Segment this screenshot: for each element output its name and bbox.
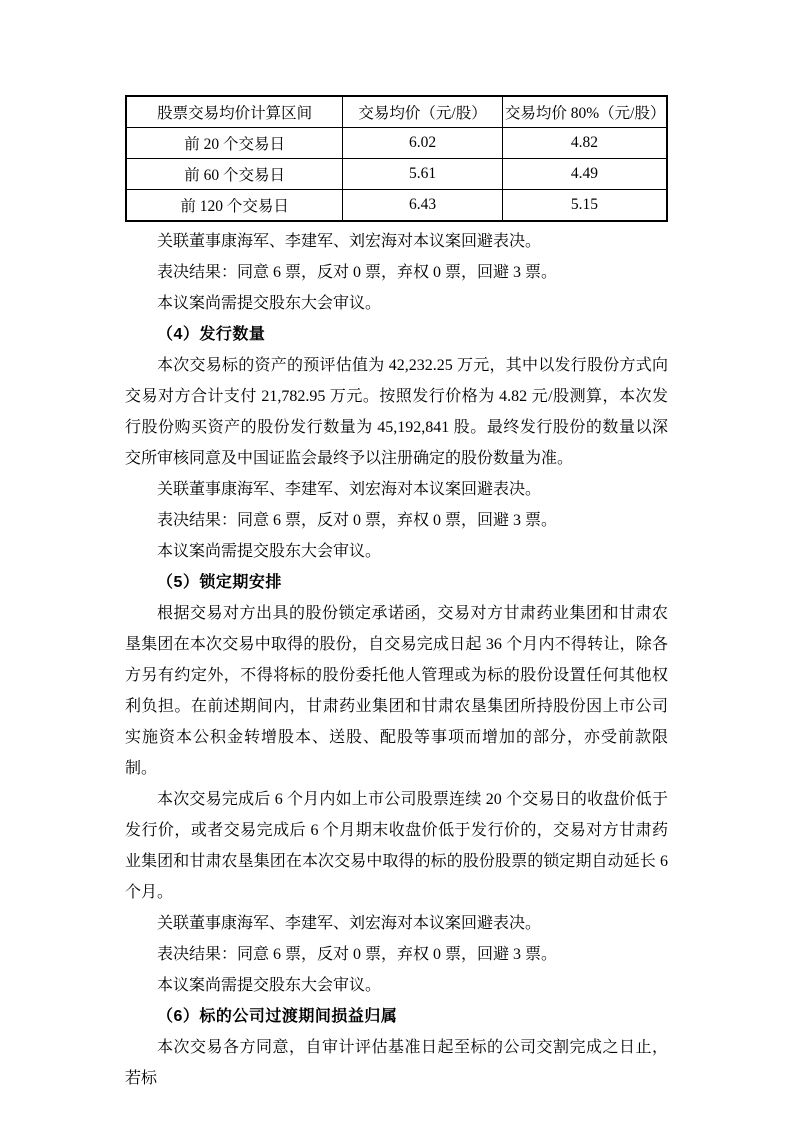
table-row xyxy=(126,128,667,159)
cell-avg-price: 6.02 xyxy=(343,128,503,159)
cell-avg-price-80: 4.82 xyxy=(502,128,667,159)
table-header-avg-price-80: 交易均价 80%（元/股） xyxy=(502,96,667,128)
cell-avg-price-80: 5.15 xyxy=(502,190,667,222)
table-row xyxy=(126,190,667,222)
paragraph-vote-result: 表决结果：同意 6 票，反对 0 票，弃权 0 票，回避 3 票。 xyxy=(157,264,558,281)
cell-avg-price: 5.61 xyxy=(343,159,503,190)
section-heading-transition-pl: （6）标的公司过渡期间损益归属 xyxy=(157,1008,398,1025)
cell-period: 前 60 个交易日 xyxy=(126,159,343,190)
table-header-row xyxy=(126,96,667,128)
paragraph-lockup-terms: 根据交易对方出具的股份锁定承诺函，交易对方甘肃药业集团和甘肃农垦集团在本次交易中取得的股份，自交易完成日起 36 个月内不得转让，除各方另有约定外，不得将标的股份委托他人管理或为标的股份设置任何其他权利负担。在前述期间内，甘肃药业集团和甘肃农垦集团所持股份因上市公司实施资本公积金转增股本、送股、配股等事项而增加的部分，亦受前款限制。 xyxy=(125,605,668,777)
paragraph-vote-recusal: 关联董事康海军、李建军、刘宏海对本议案回避表决。 xyxy=(157,233,542,250)
section-heading-lockup: （5）锁定期安排 xyxy=(157,574,282,591)
paragraph-transition-pl: 本次交易各方同意，自审计评估基准日起至标的公司交割完成之日止，若标 xyxy=(125,1039,668,1087)
paragraph-vote-recusal: 关联董事康海军、李建军、刘宏海对本议案回避表决。 xyxy=(157,481,542,498)
table-row xyxy=(126,159,667,190)
paragraph-lockup-extension: 本次交易完成后 6 个月内如上市公司股票连续 20 个交易日的收盘价低于发行价，或者交易完成后 6 个月期末收盘价低于发行价的，交易对方甘肃药业集团和甘肃农垦集团在本次交易中取得的标的股份股票的锁定期自动延长 6 个月。 xyxy=(125,791,668,901)
paragraph-vote-result: 表决结果：同意 6 票，反对 0 票，弃权 0 票，回避 3 票。 xyxy=(157,512,558,529)
cell-period: 前 120 个交易日 xyxy=(126,190,343,222)
paragraph-vote-recusal: 关联董事康海军、李建军、刘宏海对本议案回避表决。 xyxy=(157,915,542,932)
cell-avg-price: 6.43 xyxy=(343,190,503,222)
average-price-table xyxy=(125,95,668,222)
section-heading-issue-quantity: （4）发行数量 xyxy=(157,326,266,343)
cell-avg-price-80: 4.49 xyxy=(502,159,667,190)
paragraph-submit-meeting: 本议案尚需提交股东大会审议。 xyxy=(157,977,382,994)
cell-period: 前 20 个交易日 xyxy=(126,128,343,159)
table-header-avg-price: 交易均价（元/股） xyxy=(343,96,503,128)
paragraph-submit-meeting: 本议案尚需提交股东大会审议。 xyxy=(157,543,382,560)
document-body xyxy=(125,226,668,1094)
paragraph-issue-quantity: 本次交易标的资产的预评估值为 42,232.25 万元，其中以发行股份方式向交易对方合计支付 21,782.95 万元。按照发行价格为 4.82 元/股测算，本次发行股份购买资产的股份发行数量为 45,192,841 股。最终发行股份的数量以深交所审核同意及中国证监会最终予以注册确定的股份数量为准。 xyxy=(125,357,668,467)
paragraph-vote-result: 表决结果：同意 6 票，反对 0 票，弃权 0 票，回避 3 票。 xyxy=(157,946,558,963)
paragraph-submit-meeting: 本议案尚需提交股东大会审议。 xyxy=(157,295,382,312)
table-header-period: 股票交易均价计算区间 xyxy=(126,96,343,128)
